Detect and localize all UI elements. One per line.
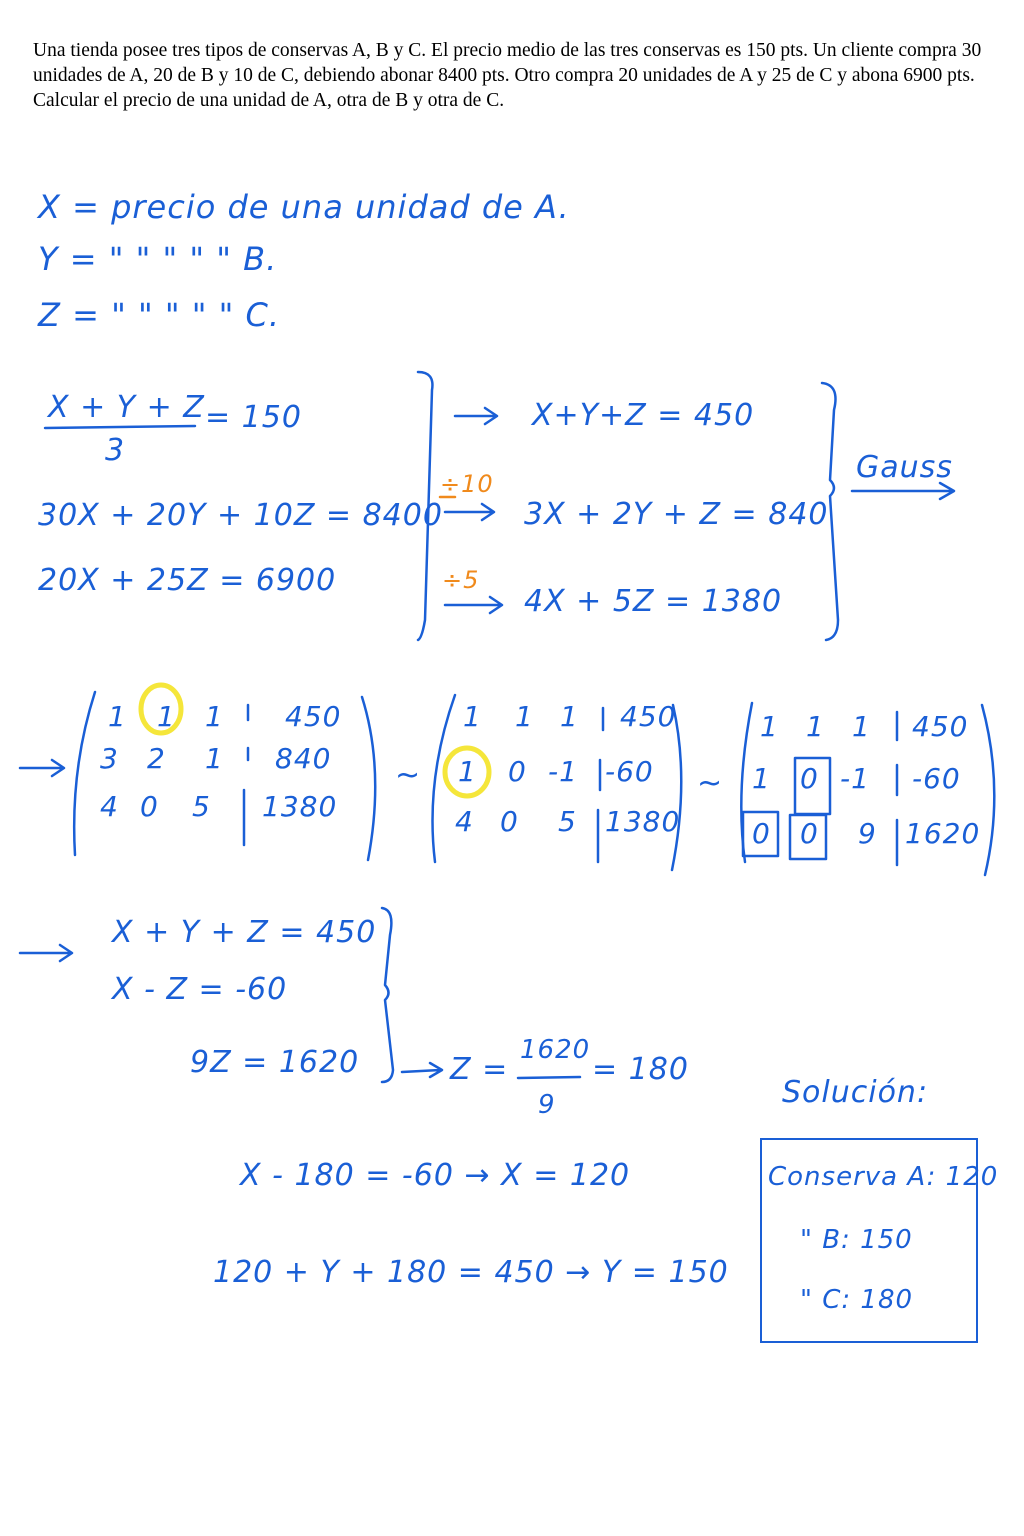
- m2-cell: 0: [500, 805, 519, 838]
- m3-cell: 9: [858, 817, 877, 850]
- gauss-label: Gauss: [856, 450, 953, 485]
- tilde-equivalence: ~: [395, 758, 422, 793]
- m3-cell: 0: [752, 817, 771, 850]
- m1-cell: 2: [147, 742, 166, 775]
- definition-y: Y = " " " " " B.: [38, 240, 278, 278]
- simplified-equation-3: 4X + 5Z = 1380: [524, 584, 783, 619]
- arrow-right: [445, 597, 502, 613]
- boxed-zero: [790, 815, 826, 859]
- m1-cell: 1: [205, 700, 224, 733]
- m2-cell: 4: [455, 805, 474, 838]
- m3-cell: -1: [840, 762, 870, 795]
- matrix-bracket: [672, 705, 681, 870]
- m2-cell: 0: [508, 755, 527, 788]
- m2-cell: 1: [463, 700, 482, 733]
- m1-cell: 1: [205, 742, 224, 775]
- m2-cell: 450: [620, 700, 677, 733]
- triangular-row-1: X + Y + Z = 450: [112, 915, 377, 950]
- matrix-bracket: [982, 705, 994, 875]
- equation-1-numerator: X + Y + Z: [48, 390, 205, 425]
- m1-cell: 5: [192, 790, 211, 823]
- gauss-arrow: [852, 483, 954, 499]
- arrow-right: [445, 504, 494, 520]
- matrix-bracket: [74, 692, 95, 855]
- m3-cell: 450: [912, 710, 969, 743]
- m1-cell: 0: [140, 790, 159, 823]
- arrow-right: [20, 945, 72, 961]
- fraction-bar: [518, 1077, 580, 1078]
- m3-cell: -60: [912, 762, 961, 795]
- problem-statement: Una tienda posee tres tipos de conservas A, B y C. El precio medio de las tres conservas es 150 pts. Un cliente compra 30 unidades de A, 20 de B y 10 de C, debiendo abonar 8400 pts. Otro compra 20 unidades de A y 25 de C y abona 6900 pts. Calcular el precio de una unidad de A, otra de B y otra de C.: [33, 40, 982, 111]
- m1-cell: 450: [285, 700, 342, 733]
- definition-z: Z = " " " " " C.: [38, 296, 281, 334]
- divide-by-5-note: ÷5: [442, 566, 480, 594]
- triangular-row-3: 9Z = 1620: [190, 1045, 360, 1080]
- m3-cell: 1620: [905, 817, 981, 850]
- m2-cell: 1: [515, 700, 534, 733]
- equation-2: 30X + 20Y + 10Z = 8400: [38, 498, 443, 533]
- solution-line-c: " C: 180: [800, 1285, 914, 1315]
- matrix-separator: [244, 705, 248, 845]
- equation-3: 20X + 25Z = 6900: [38, 563, 337, 598]
- m1-cell: 1380: [262, 790, 338, 823]
- m2-cell: -60: [605, 755, 654, 788]
- equation-1-rhs: = 150: [205, 400, 302, 435]
- z-lhs: Z =: [450, 1052, 509, 1087]
- m3-cell: 1: [752, 762, 771, 795]
- matrix-bracket: [362, 697, 375, 860]
- highlight-circle: [141, 685, 181, 733]
- solution-line-b: " B: 150: [800, 1225, 913, 1255]
- z-fraction-denominator: 9: [538, 1090, 556, 1120]
- m3-cell: 0: [800, 762, 819, 795]
- z-fraction-numerator: 1620: [520, 1035, 591, 1065]
- m2-cell: 1380: [605, 805, 681, 838]
- x-solution-step: X - 180 = -60 → X = 120: [240, 1158, 631, 1193]
- arrow-right: [455, 408, 497, 424]
- m2-cell: 5: [558, 805, 577, 838]
- m3-cell: 1: [806, 710, 825, 743]
- m3-cell: 1: [760, 710, 779, 743]
- m2-cell: 1: [458, 755, 477, 788]
- boxed-zero: [795, 758, 830, 814]
- system-brace-right: [822, 383, 838, 640]
- m1-cell: 3: [100, 742, 119, 775]
- simplified-equation-1: X+Y+Z = 450: [532, 398, 755, 433]
- fraction-bar: [45, 426, 195, 428]
- m1-cell: 1: [157, 700, 176, 733]
- highlight-circle: [445, 748, 489, 796]
- boxed-zero: [743, 812, 778, 856]
- solution-line-a: Conserva A: 120: [768, 1162, 999, 1192]
- arrow-right: [402, 1063, 442, 1077]
- m3-cell: 0: [800, 817, 819, 850]
- m1-cell: 4: [100, 790, 119, 823]
- m1-cell: 840: [275, 742, 332, 775]
- simplified-equation-2: 3X + 2Y + Z = 840: [524, 497, 829, 532]
- m1-cell: 1: [108, 700, 127, 733]
- system-brace-left: [418, 372, 432, 640]
- definition-x: X = precio de una unidad de A.: [38, 188, 570, 226]
- arrow-right: [20, 760, 64, 776]
- equation-1-denominator: 3: [105, 433, 126, 468]
- m3-cell: 1: [852, 710, 871, 743]
- divide-by-10-note: ÷10: [440, 470, 494, 498]
- tilde-equivalence: ~: [697, 766, 724, 801]
- y-solution-step: 120 + Y + 180 = 450 → Y = 150: [213, 1255, 729, 1290]
- solution-title: Solución:: [782, 1075, 929, 1110]
- m2-cell: -1: [548, 755, 578, 788]
- triangular-brace: [382, 908, 393, 1082]
- m2-cell: 1: [560, 700, 579, 733]
- matrix-separator: [598, 708, 603, 862]
- z-rhs: = 180: [592, 1052, 689, 1087]
- triangular-row-2: X - Z = -60: [112, 972, 288, 1007]
